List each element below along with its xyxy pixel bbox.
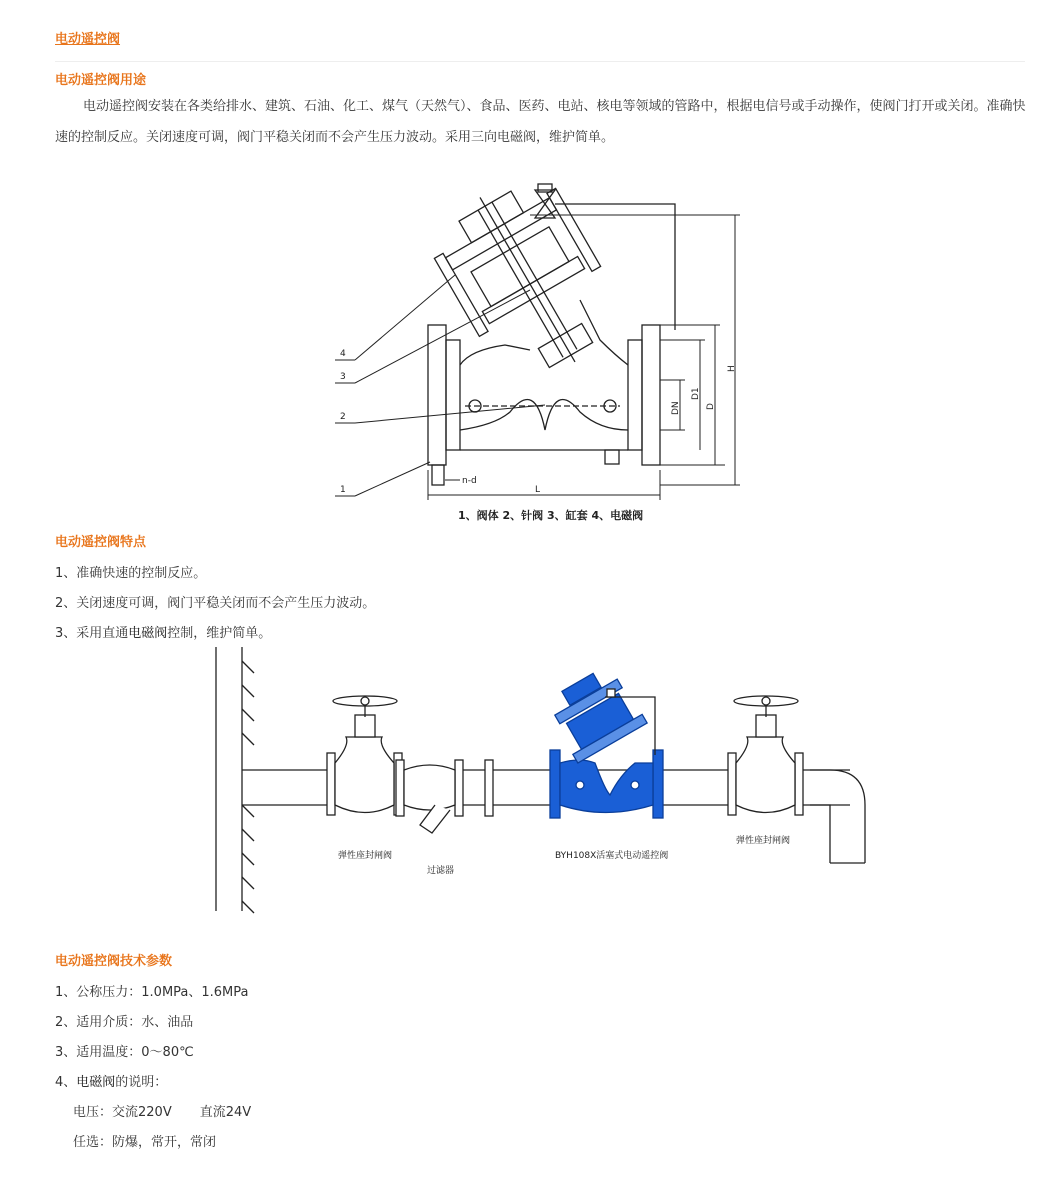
- param-item-3: 3、适用温度：0～80℃: [55, 1045, 194, 1060]
- label-gate-valve-left: 弹性座封闸阀: [338, 851, 393, 861]
- installation-diagram: [210, 645, 875, 915]
- structure-caption: 1、阀体 2、针阀 3、缸套 4、电磁阀: [458, 509, 644, 522]
- dim-d1: D1: [691, 387, 701, 400]
- solenoid-valve-link[interactable]: 电磁阀: [128, 626, 168, 641]
- page-title-link[interactable]: 电动遥控阀: [55, 32, 121, 47]
- param-item-4-prefix: 4、: [55, 1075, 77, 1090]
- feature-item-2: 2、关闭速度可调，阀门平稳关闭而不会产生压力波动。: [55, 596, 376, 611]
- feature-item-3-prefix: 3、采用直通: [55, 626, 129, 641]
- param-item-1: 1、公称压力：1.0MPa、1.6MPa: [55, 985, 249, 1000]
- feature-item-3: [55, 622, 271, 641]
- solenoid-valve-link-2[interactable]: 电磁阀: [76, 1075, 116, 1090]
- features-heading: 电动遥控阀特点: [55, 535, 147, 550]
- dim-dn: DN: [671, 401, 681, 415]
- voltage-ac: 电压：交流220V: [73, 1105, 172, 1120]
- params-heading: 电动遥控阀技术参数: [55, 954, 173, 969]
- label-main-valve: BYH108X活塞式电动遥控阀: [555, 851, 669, 861]
- label-gate-valve-right: 弹性座封闸阀: [736, 836, 791, 846]
- dim-d: D: [706, 403, 716, 410]
- dim-nd: n-d: [462, 476, 477, 486]
- valve-structure-diagram: [330, 180, 750, 530]
- usage-paragraph: 电动遥控阀安装在各类给排水、建筑、石油、化工、煤气（天然气）、食品、医药、电站、核电等领域的管路中，根据电信号或手动操作，使阀门打开或关闭。准确快速的控制反应。关闭速度可调，阀门平稳关闭而不会产生压力波动。采用三向电磁阀，维护简单。: [55, 99, 1026, 145]
- callout-2: 2: [340, 412, 346, 422]
- voltage-dc: 直流24V: [199, 1105, 252, 1120]
- callout-1: 1: [340, 485, 346, 495]
- dim-h: H: [727, 365, 737, 372]
- param-item-2: 2、适用介质：水、油品: [55, 1015, 194, 1030]
- dim-l: L: [535, 485, 541, 495]
- divider: [55, 61, 1025, 62]
- param-options: 任选：防爆，常开，常闭: [73, 1135, 217, 1150]
- param-voltage: [73, 1101, 251, 1120]
- param-item-4: [55, 1071, 167, 1090]
- callout-3: 3: [340, 372, 346, 382]
- label-filter: 过滤器: [427, 866, 455, 876]
- feature-item-1: 1、准确快速的控制反应。: [55, 566, 207, 581]
- feature-item-3-suffix: 控制，维护简单。: [167, 626, 272, 641]
- usage-heading: 电动遥控阀用途: [55, 73, 147, 88]
- param-item-4-suffix: 的说明：: [115, 1075, 168, 1090]
- callout-4: 4: [340, 349, 346, 359]
